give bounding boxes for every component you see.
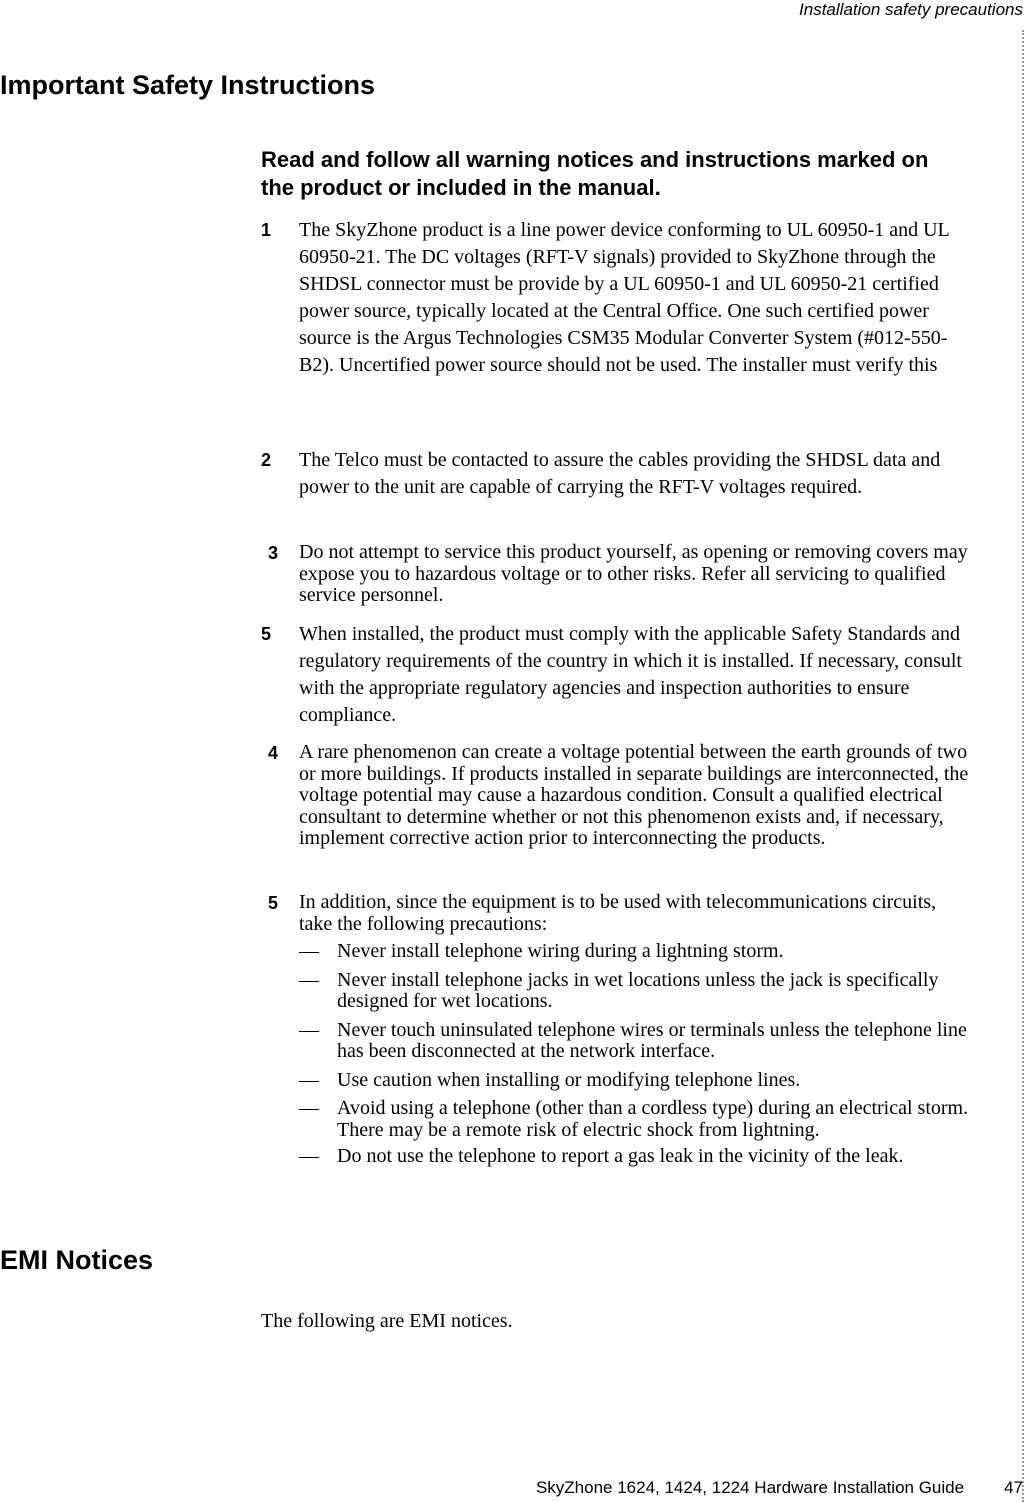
item-text: A rare phenomenon can create a voltage potential between the earth grounds of two or more buildings. If products installed in separate buildings are interconnected, the voltage potential may cause a hazardous condition. Consult a qualified electrical consultant to determine whether or not this phenomenon exists and, if necessary, implement corrective action prior to interconnecting the products. — [299, 741, 969, 849]
list-item-text: Avoid using a telephone (other than a cordless type) during an electrical storm. There may be a remote risk of electric shock from lightning. — [337, 1097, 969, 1141]
margin-dotted-rule — [1022, 30, 1024, 1502]
section-title-emi: EMI Notices — [0, 1245, 154, 1275]
page-number: 47 — [1004, 1478, 1023, 1497]
list-item — [299, 1098, 971, 1141]
item-text: In addition, since the equipment is to be used with telecommunications circuits, take the following precautions: — [299, 891, 937, 935]
precaution-list — [299, 941, 971, 1165]
list-item — [299, 1145, 971, 1167]
item-number: 2 — [261, 450, 272, 470]
item-text: Do not attempt to service this product yourself, as opening or removing covers may expose you to hazardous voltage or to other risks. Refer all servicing to qualified service personnel. — [299, 541, 968, 606]
section-title-safety: Important Safety Instructions — [0, 70, 376, 100]
list-item — [299, 970, 971, 1013]
dash-bullet: — — [299, 1097, 319, 1119]
running-header: Installation safety precautions — [799, 0, 1023, 19]
item-text-block — [299, 892, 971, 1165]
dash-bullet: — — [299, 1145, 319, 1167]
list-item-text: Never touch uninsulated telephone wires or terminals unless the telephone line has been disconnected at the network interface. — [337, 1018, 967, 1062]
item-number: 5 — [268, 893, 279, 913]
item-number: 5 — [261, 624, 272, 644]
item-text: When installed, the product must comply with the applicable Safety Standards and regulatory requirements of the country in which it is installed. If necessary, consult with the appropriate regulatory agencies and inspection authorities to ensure compliance. — [299, 623, 962, 726]
list-item-text: Use caution when installing or modifying telephone lines. — [337, 1068, 801, 1091]
guide-title: SkyZhone 1624, 1424, 1224 Hardware Installation Guide — [535, 1478, 965, 1497]
item-text: The Telco must be contacted to assure the cables providing the SHDSL data and power to the unit are capable of carrying the RFT-V voltages required. — [299, 449, 941, 498]
list-item — [299, 941, 971, 963]
item-number: 1 — [261, 220, 272, 240]
list-item — [299, 1020, 971, 1063]
dash-bullet: — — [299, 1018, 319, 1041]
dash-bullet: — — [299, 968, 319, 991]
emi-intro: The following are EMI notices. — [261, 1310, 513, 1332]
list-item-text: Do not use the telephone to report a gas leak in the vicinity of the leak. — [337, 1145, 904, 1167]
list-item-text: Never install telephone jacks in wet locations unless the jack is specifically designed for wet locations. — [337, 968, 939, 1012]
item-text: The SkyZhone product is a line power device conforming to UL 60950-1 and UL 60950-21. The DC voltages (RFT-V signals) provided to SkyZhone through the SHDSL connector must be provide by a UL 60950-1 and UL 60950-21 certified power source, typically located at the Central Office. One such certified power source is the Argus Technologies CSM35 Modular Converter System (#012-550-B2). Uncertified power source should not be used. The installer must verify this — [299, 219, 950, 376]
list-item-text: Never install telephone wiring during a lightning storm. — [337, 940, 784, 962]
page-footer — [536, 1478, 1023, 1498]
dash-bullet: — — [299, 940, 319, 962]
dash-bullet: — — [299, 1068, 319, 1091]
safety-subhead: Read and follow all warning notices and instructions marked on the product or included in the manual. — [261, 147, 929, 200]
item-number: 3 — [268, 543, 279, 563]
list-item — [299, 1070, 971, 1092]
item-number: 4 — [268, 743, 279, 763]
